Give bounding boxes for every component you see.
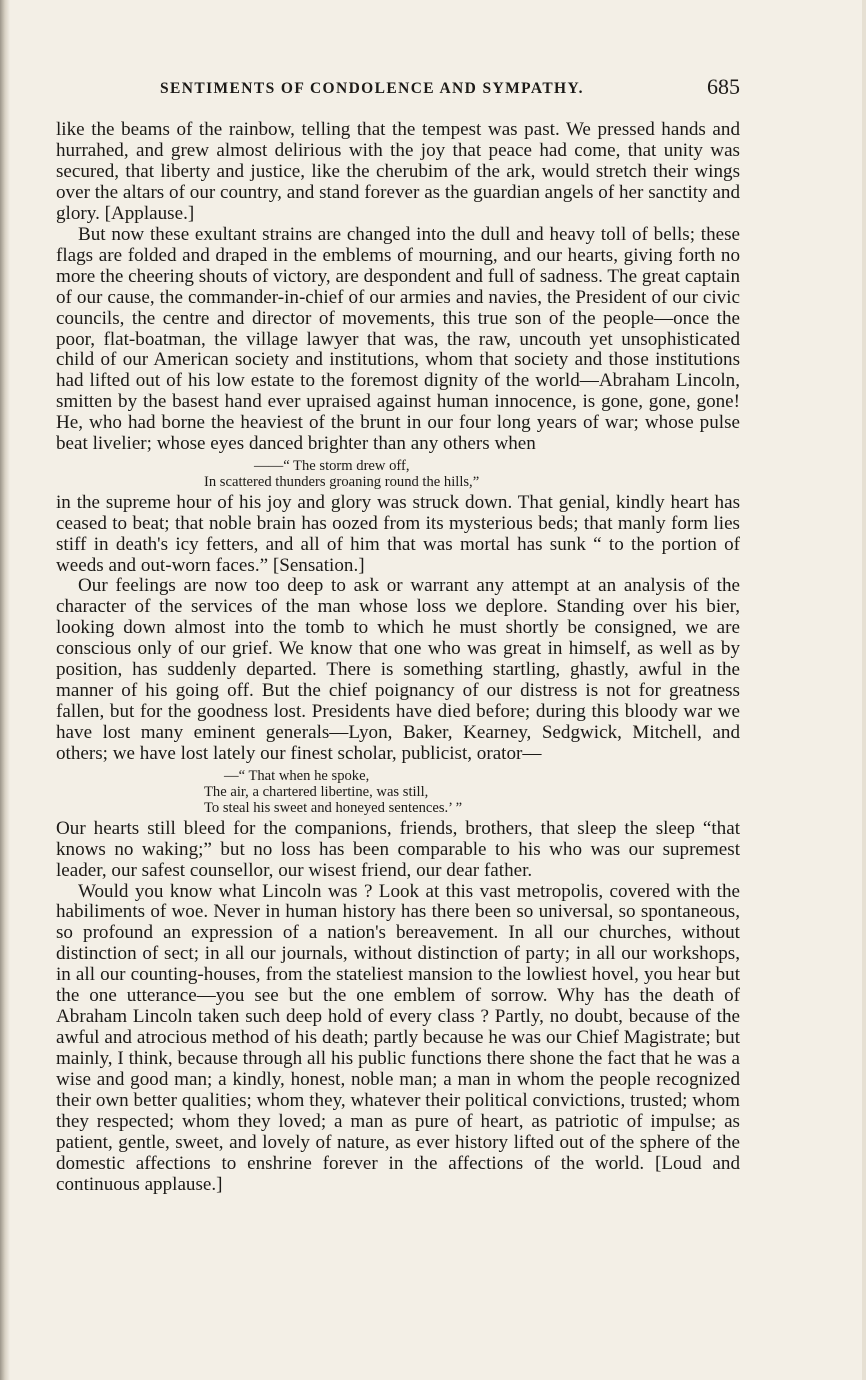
- page-binding-shadow: [0, 0, 10, 1380]
- verse-quote-2: [56, 768, 740, 817]
- paragraph-4: Our feelings are now too deep to ask or warrant any attempt at an analysis of the character of the services of the man whose loss we deplore. Standing over his bier, looking down almost into the tomb to which he must shortly be consigned, we are conscious only of our grief. We know that one who was great in himself, as well as by position, has suddenly departed. There is something startling, ghastly, awful in the manner of his going off. But the chief poignancy of our distress is not for greatness fallen, but for the goodness lost. Presidents have died before; during this bloody war we have lost many eminent generals—Lyon, Baker, Kearney, Sedgwick, Mitchell, and others; we have lost lately our finest scholar, publicist, orator—: [56, 575, 740, 765]
- verse-quote-1: [56, 458, 740, 490]
- paragraph-2: But now these exultant strains are changed into the dull and heavy toll of bells; these flags are folded and draped in the emblems of mourning, and our hearts, giving forth no more the cheering shouts of victory, are despondent and full of sadness. The great captain of our cause, the commander-in-chief of our armies and navies, the President of our civic councils, the centre and director of movements, this true son of the people—once the poor, flat-boatman, the village lawyer that was, the raw, uncouth yet unsophisticated child of our American society and institutions, whom that society and those institutions had lifted out of his low estate to the foremost dignity of the world—Abraham Lincoln, smitten by the basest hand ever upraised against human innocence, is gone, gone, gone! He, who had borne the heaviest of the brunt in our four long years of war; whose pulse beat livelier; whose eyes danced brighter than any others when: [56, 223, 740, 455]
- verse-2-line-2: The air, a chartered libertine, was still,: [204, 784, 429, 801]
- paragraph-5: Our hearts still bleed for the companions, friends, brothers, that sleep the sleep “that knows no waking;” but no loss has been comparable to his who was our supremest leader, our safest counsellor, our wisest friend, our dear father.: [56, 817, 740, 881]
- verse-2-line-3: To steal his sweet and honeyed sentences.’ ”: [204, 800, 463, 817]
- page-edge: [862, 0, 866, 1380]
- paragraph-3: in the supreme hour of his joy and glory was struck down. That genial, kindly heart has ceased to beat; that noble brain has oozed from its mysterious beds; that manly form lies stiff in death's icy fetters, and all of him that was mortal has sunk “ to the portion of weeds and out-worn faces.” [Sensation.]: [56, 491, 740, 576]
- page-number: 685: [707, 74, 740, 99]
- paragraph-6: Would you know what Lincoln was ? Look at this vast metropolis, covered with the habiliments of woe. Never in human history has there been so universal, so spontaneous, so profound an expression of a nation's bereavement. In all our churches, without distinction of sect; in all our journals, without distinction of party; in all our workshops, in all our counting-houses, from the stateliest mansion to the lowliest hovel, you hear but the one utterance—you see but the one emblem of sorrow. Why has the death of Abraham Lincoln taken such deep hold of every class ? Partly, no doubt, because of the awful and atrocious method of his death; partly because he was our Chief Magistrate; but mainly, I think, because through all his public functions there shone the fact that he was a wise and good man; a kindly, honest, noble man; a man in whom the people recognized their own better qualities; whom they, whatever their political convictions, trusted; whom they respected; whom they loved; a man as pure of heart, as patriotic of impulse; as patient, gentle, sweet, and lovely of nature, as ever history lifted out of the sphere of the domestic affections to enshrine forever in the affections of the world. [Loud and continuous applause.]: [56, 880, 740, 1195]
- body-text: [56, 120, 740, 1196]
- verse-1-line-2: In scattered thunders groaning round the hills,”: [204, 474, 480, 491]
- verse-2-line-1: —“ That when he spoke,: [224, 768, 370, 785]
- running-title: SENTIMENTS OF CONDOLENCE AND SYMPATHY.: [160, 80, 584, 97]
- paragraph-1: like the beams of the rainbow, telling that the tempest was past. We pressed hands and hurrahed, and grew almost delirious with the joy that peace had come, that unity was secured, that liberty and justice, like the cherubim of the ark, would stretch their wings over the altars of our country, and stand forever as the guardian angels of her sanctity and glory. [Applause.]: [56, 119, 740, 224]
- verse-1-line-1: ——“ The storm drew off,: [254, 458, 410, 475]
- page-header: [56, 74, 740, 108]
